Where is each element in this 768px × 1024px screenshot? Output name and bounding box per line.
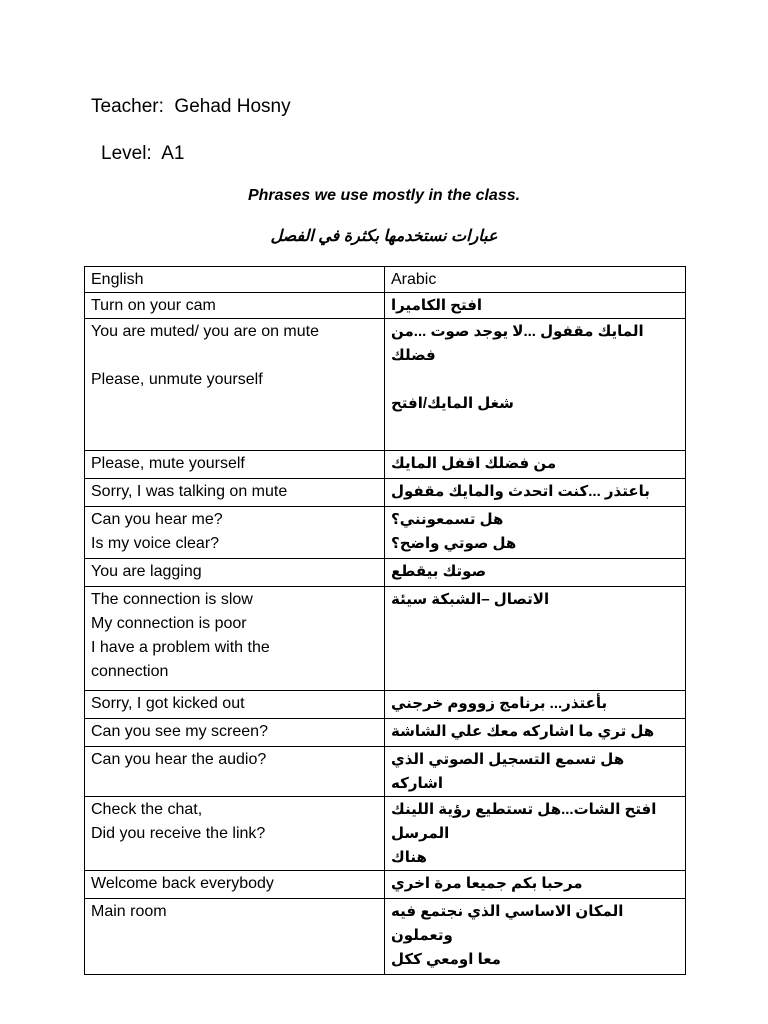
arabic-phrase: افتح الشات...هل تستطيع رؤية اللينك المرسل: [391, 801, 657, 842]
english-phrase: The connection is slow: [91, 591, 253, 608]
english-cell: [85, 293, 385, 319]
english-phrase: Sorry, I was talking on mute: [91, 483, 288, 500]
table-row: [85, 719, 686, 747]
english-cell: [85, 747, 385, 797]
arabic-phrase: هل تسمعونني؟: [391, 511, 504, 528]
column-header-english: English: [85, 267, 385, 293]
table-row: [85, 559, 686, 587]
english-cell: [85, 559, 385, 587]
table-header-row: [85, 267, 686, 293]
arabic-cell: [385, 559, 686, 587]
english-phrase: Can you hear me?: [91, 511, 223, 528]
arabic-cell: [385, 797, 686, 871]
arabic-phrase: هل تسمع التسجيل الصوتي الذي اشاركه: [391, 751, 625, 792]
arabic-phrase: افتح الكاميرا: [391, 297, 483, 314]
english-phrase: [91, 344, 378, 368]
english-phrase: Can you hear the audio?: [91, 751, 267, 768]
english-cell: [85, 899, 385, 975]
arabic-cell: [385, 293, 686, 319]
arabic-cell: [385, 479, 686, 507]
english-cell: [85, 451, 385, 479]
arabic-phrase: معا اومعي ككل: [391, 951, 501, 968]
arabic-phrase: شغل المايك/افتح: [391, 395, 514, 412]
english-phrase: Can you see my screen?: [91, 723, 268, 740]
table-row: [85, 319, 686, 451]
subtitle-arabic: عبارات نستخدمها بكثرة في الفصل: [270, 228, 498, 245]
english-phrase: You are muted/ you are on mute: [91, 323, 319, 340]
english-phrase: Is my voice clear?: [91, 535, 220, 552]
arabic-cell: [385, 899, 686, 975]
table-row: [85, 507, 686, 559]
level-label: Level: A1: [101, 143, 185, 164]
english-cell: [85, 871, 385, 899]
arabic-cell: [385, 451, 686, 479]
english-cell: [85, 479, 385, 507]
table-row: [85, 451, 686, 479]
english-phrase: I have a problem with the: [91, 639, 270, 656]
arabic-phrase: من فضلك اقفل المايك: [391, 455, 557, 472]
english-cell: [85, 797, 385, 871]
english-phrase: connection: [91, 663, 169, 680]
table-row: [85, 797, 686, 871]
table-row: [85, 691, 686, 719]
table-row: [85, 899, 686, 975]
english-cell: [85, 507, 385, 559]
arabic-phrase: المكان الاساسي الذي نجتمع فيه وتعملون: [391, 903, 624, 944]
arabic-phrase: هل صوتي واضح؟: [391, 535, 517, 552]
table-row: [85, 747, 686, 797]
arabic-phrase: المايك مقفول ...لا يوجد صوت ...من فضلك: [391, 323, 644, 364]
english-cell: [85, 691, 385, 719]
table-row: [85, 587, 686, 691]
english-cell: [85, 719, 385, 747]
phrases-table: [84, 266, 686, 975]
english-phrase: Turn on your cam: [91, 297, 216, 314]
arabic-cell: [385, 747, 686, 797]
table-body: [85, 293, 686, 975]
column-header-arabic: Arabic: [385, 267, 686, 293]
arabic-cell: [385, 319, 686, 451]
arabic-cell: [385, 691, 686, 719]
table-row: [85, 871, 686, 899]
english-cell: [85, 319, 385, 451]
arabic-phrase: هناك: [391, 849, 427, 866]
arabic-cell: [385, 871, 686, 899]
arabic-phrase: باعتذر ...كنت اتحدث والمايك مقفول: [391, 483, 650, 500]
table-row: [85, 293, 686, 319]
arabic-phrase: هل تري ما اشاركه معك علي الشاشة: [391, 723, 655, 740]
english-phrase: You are lagging: [91, 563, 202, 580]
english-phrase: Welcome back everybody: [91, 875, 274, 892]
english-phrase: Please, unmute yourself: [91, 371, 263, 388]
table-row: [85, 479, 686, 507]
arabic-phrase: صوتك بيقطع: [391, 563, 487, 580]
english-phrase: Main room: [91, 903, 167, 920]
arabic-phrase: الاتصال –الشبكة سيئة: [391, 591, 550, 608]
english-phrase: Did you receive the link?: [91, 825, 266, 842]
arabic-cell: [385, 587, 686, 691]
arabic-phrase: [391, 368, 679, 392]
arabic-cell: [385, 719, 686, 747]
english-phrase: Please, mute yourself: [91, 455, 245, 472]
subtitle-english: Phrases we use mostly in the class.: [247, 187, 521, 204]
arabic-phrase: بأعتذر... برنامج زوووم خرجني: [391, 695, 608, 712]
arabic-cell: [385, 507, 686, 559]
english-phrase: Check the chat,: [91, 801, 203, 818]
english-cell: [85, 587, 385, 691]
english-phrase: Sorry, I got kicked out: [91, 695, 245, 712]
arabic-phrase: مرحبا بكم جميعا مرة اخري: [391, 875, 583, 892]
english-phrase: My connection is poor: [91, 615, 247, 632]
teacher-name: Teacher: Gehad Hosny: [91, 96, 291, 117]
